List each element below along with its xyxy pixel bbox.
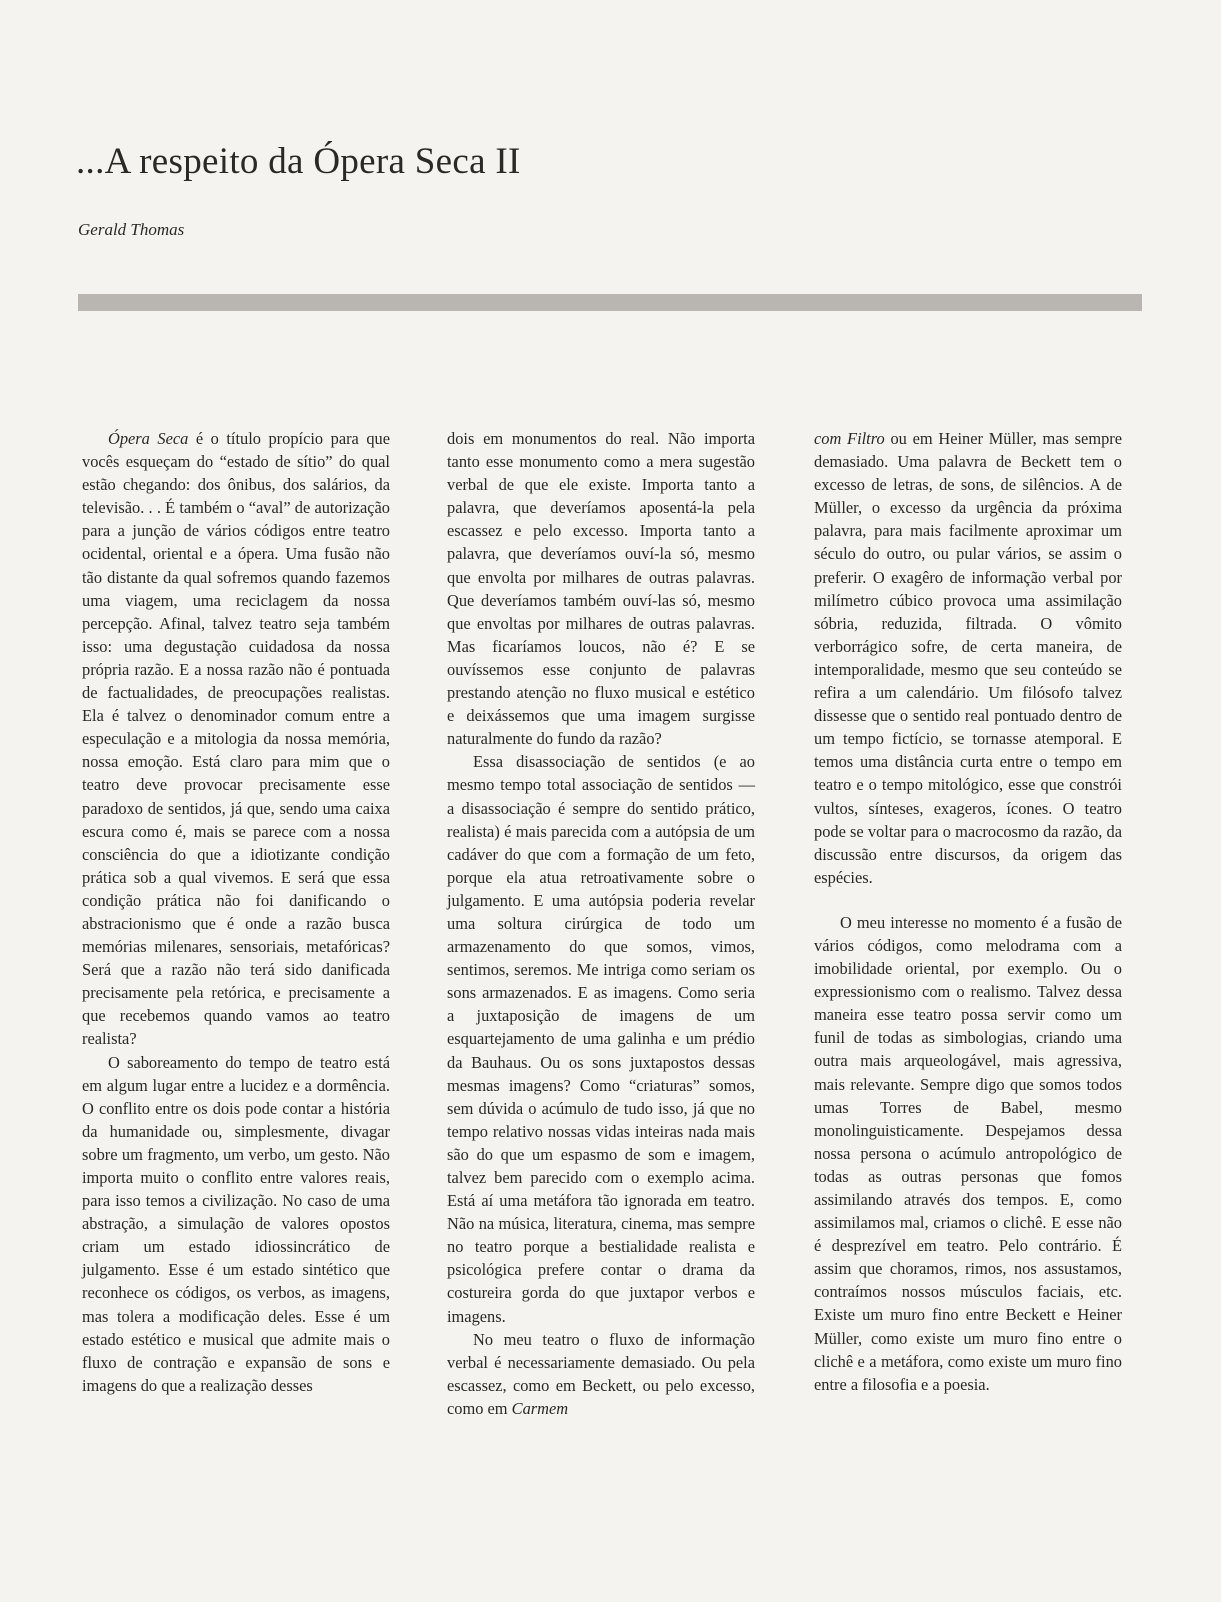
paragraph xyxy=(814,427,1122,889)
article-title: ...A respeito da Ópera Seca II xyxy=(76,141,521,182)
paragraph-text: é o título propício para que vocês esqueçam do “estado de sítio” do qual estão chegando: dos ônibus, dos salários, da televisão. . . É também o “aval” de autorização para a junção de vários códigos entre teatro ocidental, oriental e a ópera. Uma fusão não tão distante da qual sofremos quando fazemos uma viagem, uma reciclagem da nossa percepção. Afinal, talvez teatro seja também isso: uma degustação cuidadosa da nossa própria razão. E a nossa razão não é pontuada de factualidades, de preocupações realistas. Ela é talvez o denominador comum entre a especulação e a mitologia da nossa memória, nossa emoção. Está claro para mim que o teatro deve provocar precisamente esse paradoxo de sentidos, já que, sendo uma caixa escura como é, mais se parece com a nossa consciência do que a idiotizante condição prática sob a qual vivemos. E será que essa condição prática não foi danificando o abstracionismo que é onde a razão busca memórias milenares, sensoriais, metafóricas? Será que a razão não terá sido danificada precisamente pela retórica, e precisamente a que recebemos quando vamos ao teatro realista? xyxy=(82,429,391,1049)
paragraph: dois em monumentos do real. Não importa tanto esse monumento como a mera sugestão verbal de que ele existe. Importa tanto a palavra, que deveríamos aposentá-la pela escassez e pelo excesso. Importa tanto a palavra, que deveríamos ouví-la só, mesmo que envolta por milhares de outras palavras. Que deveríamos também ouví-las só, mesmo que envoltas por milhares de outras palavras. Mas ficaríamos loucos, não é? E se ouvíssemos esse conjunto de palavras prestando atenção no fluxo musical e estético e deixássemos que uma imagem surgisse naturalmente do fundo da razão? xyxy=(447,429,755,749)
text-column-3 xyxy=(814,427,1122,1396)
paragraph xyxy=(82,427,390,1051)
paragraph-text: No meu teatro o fluxo de informação verbal é necessariamente demasiado. Ou pela escassez, como em Beckett, ou pelo excesso, como em xyxy=(447,1329,755,1418)
italic-phrase: Carmem xyxy=(511,1398,569,1418)
text-column-1 xyxy=(82,427,390,1397)
header-rule xyxy=(78,294,1142,311)
paragraph: O saboreamento do tempo de teatro está em algum lugar entre a lucidez e a dormência. O conflito entre os dois pode contar a história da humanidade ou, simplesmente, divagar sobre um fragmento, um verbo, um gesto. Não importa muito o conflito entre valores reais, para isso temos a civilização. No caso de uma abstração, a simulação de valores opostos criam um estado idiossincrático de julgamento. Esse é um estado sintético que reconhece os códigos, os verbos, as imagens, mas tolera a modificação deles. Esse é um estado estético e musical que admite mais o fluxo de contração e expansão de sons e imagens do que a realização desses xyxy=(82,1052,390,1395)
paragraph-text: ou em Heiner Müller, mas sempre demasiado. Uma palavra de Beckett tem o excesso de letras, de sons, de silêncios. A de Müller, o excesso da urgência da próxima palavra, para mais facilmente aproximar um século do outro, ou pular vários, se assim o preferir. O exagêro de informação verbal por milímetro cúbico provoca uma assimilação sóbria, reduzida, filtrada. O vômito verborrágico sofre, de certa maneira, de intemporalidade, mesmo que seu conteúdo se refira a um calendário. Um filósofo talvez dissesse que o sentido real pontuado dentro de um tempo fictício, se tornasse atemporal. E temos uma distância curta entre o tempo em teatro e o tempo mitológico, esse que constrói vultos, sínteses, exageros, ícones. O teatro pode se voltar para o macrocosmo da razão, da discussão entre discursos, da origem das espécies. xyxy=(814,429,1122,887)
italic-phrase: com Filtro xyxy=(814,429,885,448)
italic-phrase: Ópera Seca xyxy=(108,429,189,448)
paragraph xyxy=(447,1328,755,1420)
paragraph: O meu interesse no momento é a fusão de vários códigos, como melodrama com a imobilidade oriental, por exemplo. Ou o expressionismo com o realismo. Talvez dessa maneira esse teatro possa servir como um funil de todas as simbologias, criando uma outra mais arqueologável, mais agressiva, mais relevante. Sempre digo que somos todos umas Torres de Babel, mesmo monolinguisticamente. Despejamos dessa nossa persona o acúmulo antropológico de todas as outras personas que fomos assimilando através dos tempos. E, como assimilamos mal, criamos o clichê. E esse não é desprezível em teatro. Pelo contrário. É assim que choramos, rimos, nos assustamos, contraímos nossos músculos faciais, etc. Existe um muro fino entre Beckett e Heiner Müller, como existe um muro fino entre o clichê e a metáfora, como existe um muro fino entre a filosofia e a poesia. xyxy=(814,912,1122,1394)
paragraph: Essa disassociação de sentidos (e ao mesmo tempo total associação de sentidos — a disassociação é sempre do sentido prático, realista) é mais parecida com a autópsia de um cadáver do que com a formação de um feto, porque ela atua retroativamente sobre o julgamento. E uma autópsia poderia revelar uma soltura cirúrgica de todo um armazenamento do que somos, vimos, sentimos, seremos. Me intriga como seriam os sons armazenados. E as imagens. Como seria a juxtaposição de imagens de um esquartejamento de uma galinha e um prédio da Bauhaus. Ou os sons juxtapostos dessas mesmas imagens? Como “criaturas” somos, sem dúvida o acúmulo de tudo isso, já que no tempo relativo nossas vidas inteiras nada mais são do que um espasmo de som e imagem, talvez bem parecido com o exemplo acima. Está aí uma metáfora tão ignorada em teatro. Não na música, literatura, cinema, mas sempre no teatro porque a bestialidade realista e psicológica prefere contar o drama da costureira gorda do que juxtapor verbos e imagens. xyxy=(447,752,755,1326)
text-column-2 xyxy=(447,427,755,1420)
article-author: Gerald Thomas xyxy=(78,220,185,239)
